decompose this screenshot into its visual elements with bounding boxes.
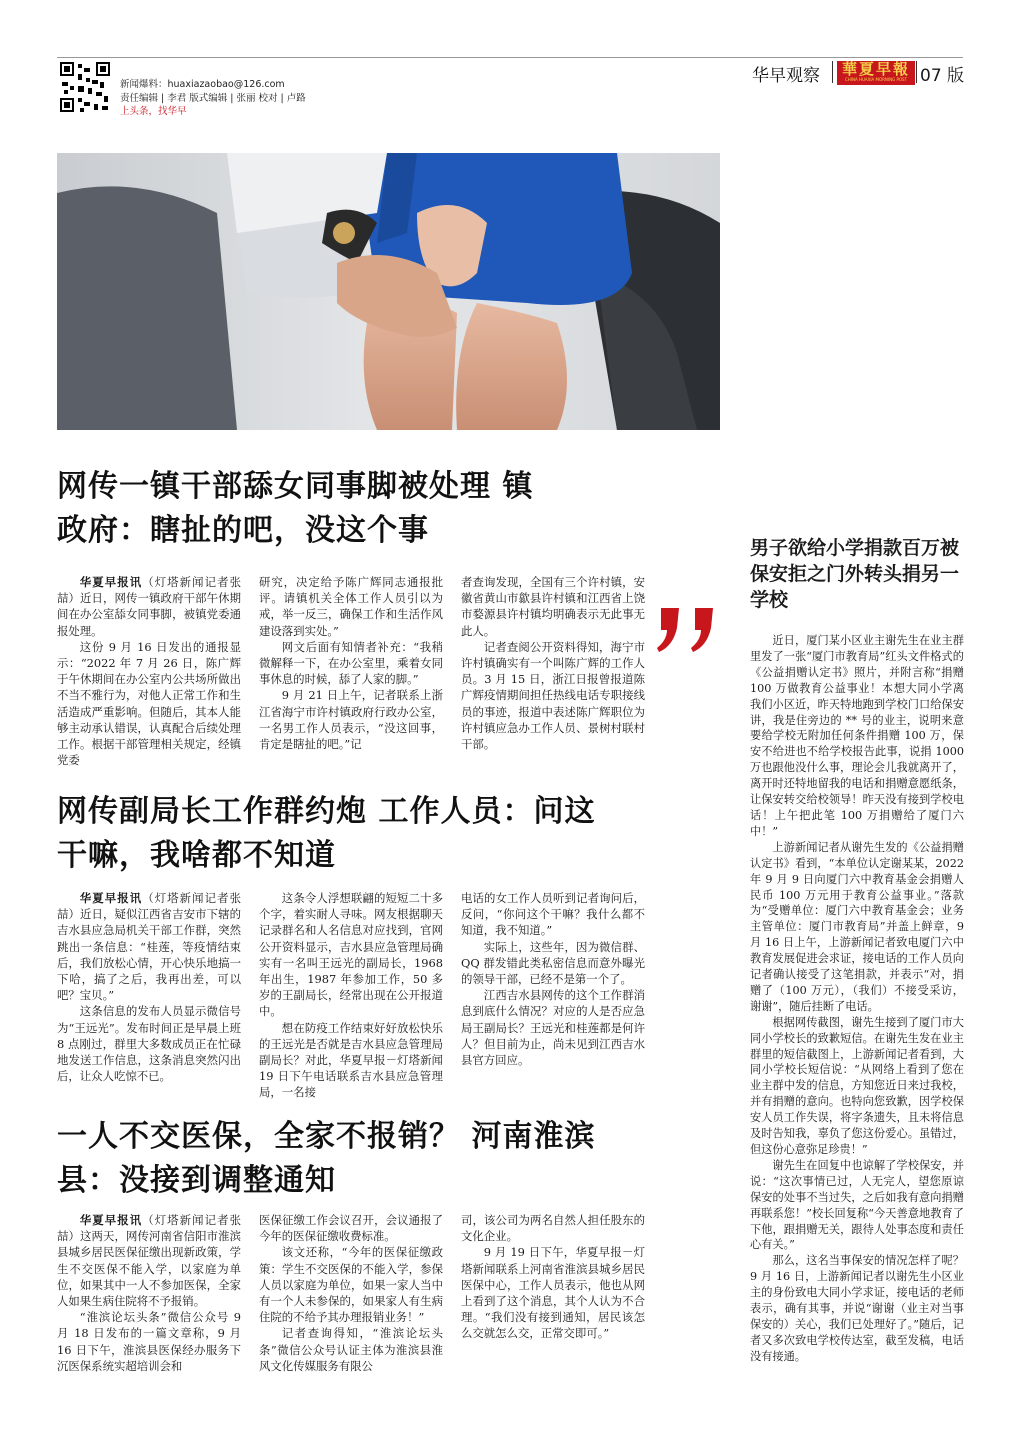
article3-headline xyxy=(57,1115,717,1203)
body-paragraph: 谢先生在回复中也谅解了学校保安，并说：“这次事情已过，人无完人，望您原谅保安的处事不当过失，之后如我有意向捐赠再联系您！”校长回复称“今天善意地教育了下他，跟捐赠无关，跟待人处事态度和责任心有关。” xyxy=(750,1158,964,1252)
body-paragraph: 江西吉水县网传的这个工作群消息到底什么情况？对应的人是否应急局王副局长？王远光和桂莲都是何许人？但目前为止，尚未见到江西吉水县官方回应。 xyxy=(461,988,645,1068)
body-paragraph: 者查询发现，全国有三个许村镇，安徽省黄山市歙县许村镇和江西省上饶市婺源县许村镇均明确表示无此事无此人。 xyxy=(461,575,645,638)
masthead-logo xyxy=(837,61,915,85)
header-rule xyxy=(57,57,963,58)
lead-tag: 华夏早报讯 xyxy=(79,1213,143,1227)
article3-column-2 xyxy=(259,1212,443,1374)
hand-on-knee-photo xyxy=(57,153,720,430)
body-paragraph: 实际上，这些年，因为微信群、QQ 群发错此类私密信息而意外曝光的领导干部，已经不是第一个了。 xyxy=(461,939,645,987)
sidebar-column xyxy=(750,633,964,1365)
header-divider xyxy=(832,61,833,83)
quote-mark-icon xyxy=(655,606,725,654)
body-text: （灯塔新闻记者张喆）近日，疑似江西省吉安市下辖的吉水县应急局机关干部工作群，突然跳出一条信息：“桂莲，等疫情结束后，我们放松心情，开心快乐地搞一下哈，搞了之后，我再出差，可以吧？宝贝。” xyxy=(57,891,241,1003)
body-paragraph: 想在防疫工作结束好好放松快乐的王远光是否就是吉水县应急管理局副局长？对此，华夏早报－灯塔新闻 19 日下午电话联系吉水县应急管理局，一名接 xyxy=(259,1020,443,1100)
slogan: 上头条，找华早 xyxy=(120,106,187,117)
article1-column-2 xyxy=(259,574,443,752)
lead-tag: 华夏早报讯 xyxy=(79,575,143,589)
body-paragraph: 该文还称，“今年的医保征缴政策：学生不交医保的不能入学，参保人员以家庭为单位，如果一家人当中有一个人未参保的，如果家人有生病住院的不给予其办理报销业务！” xyxy=(259,1245,443,1325)
body-paragraph: 9 月 19 日下午，华夏早报－灯塔新闻联系上河南省淮滨县城乡居民医保中心，工作人员表示，他也从网上看到了这个消息，其个人认为不合理。“我们没有接到通知，居民该怎么交就怎么交，正常交即可。” xyxy=(461,1245,645,1341)
article1-headline xyxy=(57,465,697,553)
article1-column-3 xyxy=(461,574,645,752)
tip-line: 新闻爆料：huaxiazaobao@126.com xyxy=(120,79,285,90)
article2-headline xyxy=(57,790,717,878)
page-number: 07 版 xyxy=(920,66,965,86)
article2-column-3 xyxy=(461,890,645,1068)
header-meta xyxy=(120,78,306,119)
body-paragraph: 电话的女工作人员听到记者询问后，反问，“你问这个干嘛？我什么都不知道，我不知道。” xyxy=(461,891,645,938)
body-paragraph: 研究，决定给予陈广辉同志通报批评。请镇机关全体工作人员引以为戒，举一反三，确保工作和生活作风建设落到实处。” xyxy=(259,575,443,638)
lead-tag: 华夏早报讯 xyxy=(79,891,143,905)
headline-line: 干嘛，我啥都不知道 xyxy=(57,838,336,873)
body-paragraph: “淮滨论坛头条”微信公众号 9 月 18 日发布的一篇文章称，9 月 16 日下午，淮滨县医保经办服务下沉医保系统实超培训会和 xyxy=(57,1310,241,1373)
body-paragraph: 司，该公司为两名自然人担任股东的文化企业。 xyxy=(461,1213,645,1244)
article3-column-3 xyxy=(461,1212,645,1342)
body-paragraph: 这份 9 月 16 日发出的通报显示：“2022 年 7 月 26 日，陈广辉于午休期间在办公室内公共场所做出不当不雅行为，对他人正常工作和生活造成严重影响。但随后，其本人能够主动承认错误，认真配合后续处理工作。根据干部管理相关规定，经镇党委 xyxy=(57,639,241,768)
article2-column-1 xyxy=(57,890,241,1084)
headline-line: 网传副局长工作群约炮 工作人员：问这 xyxy=(57,794,596,829)
body-paragraph: 那么，这名当事保安的情况怎样了呢？9 月 16 日，上游新闻记者以谢先生小区业主的身份致电大同小学求证，接电话的老师表示，确有其事，并说“谢谢（业主对当事保安的）关心，我们已处理好了。”随后，记者又多次致电学校传达室，截至发稿，电话没有接通。 xyxy=(750,1254,964,1363)
body-paragraph: 记者查阅公开资料得知，海宁市许村镇确实有一个叫陈广辉的工作人员。3 月 15 日，浙江日报曾报道陈广辉疫情期间担任热线电话专职接线员的事迹，报道中表述陈广辉职位为许村镇应急办工作人员、景树村联村干部。 xyxy=(461,639,645,752)
article2-column-2 xyxy=(259,890,443,1101)
headline-line: 一人不交医保，全家不报销？ 河南淮滨 xyxy=(57,1119,596,1154)
article3-column-1 xyxy=(57,1212,241,1374)
body-text: （灯塔新闻记者张喆）近日，网传一镇政府干部午休期间在办公室舔女同事脚，被镇党委通报处理。 xyxy=(57,575,241,638)
header-divider xyxy=(916,61,917,83)
body-text: （灯塔新闻记者张喆）这两天，网传河南省信阳市淮滨县城乡居民医保征缴出现新政策，学生不交医保不能入学，以家庭为单位，如果其中一人不参加医保，全家人如果生病住院将不予报销。 xyxy=(57,1213,241,1309)
body-paragraph: 这条令人浮想联翩的短短二十多个字，着实耐人寻味。网友根据聊天记录群名和人名信息对应找到，官网公开资料显示，吉水县应急管理局确实有一名叫王远光的副局长，1968 年出生，1987 年参加工作，50 多岁的王副局长，经常出现在公开报道中。 xyxy=(259,891,443,1019)
article1-column-1 xyxy=(57,574,241,768)
editors-line: 责任编辑 | 李君 版式编辑 | 张丽 校对 | 卢路 xyxy=(120,92,306,104)
body-paragraph: 这条信息的发布人员显示微信号为“王远光”。发布时间正是早晨上班 8 点刚过，群里大多数成员正在忙碌地发送工作信息，这条消息突然闪出后，让众人吃惊不已。 xyxy=(57,1004,241,1084)
sidebar-headline: 男子欲给小学捐款百万被保安拒之门外转头捐另一学校 xyxy=(750,537,960,611)
body-paragraph: 记者查询得知，“淮滨论坛头条”微信公众号认证主体为淮滨县淮风文化传媒服务有限公 xyxy=(259,1326,443,1373)
body-paragraph: 根据网传截图，谢先生接到了厦门市大同小学校长的致歉短信。在谢先生发在业主群里的短信截图上，上游新闻记者看到，大同小学校长短信说：“从网络上看到了您在业主群中发的信息，方知您近日来过我校，并有捐赠的意向。也特向您致歉，因学校保安人员工作失误，将字条遗失，且未将信息及时告知我，辜负了您这份爱心。虽错过，但这份心意弥足珍贵！” xyxy=(750,1015,964,1156)
headline-line: 县：没接到调整通知 xyxy=(57,1163,336,1198)
masthead-subtitle: CHINA HUAXIA MORNING POST xyxy=(844,77,908,82)
body-paragraph: 9 月 21 日上午，记者联系上浙江省海宁市许村镇政府行政办公室，一名男工作人员表示，“没这回事，肯定是瞎扯的吧。”记 xyxy=(259,688,443,752)
masthead-title: 華夏早報 xyxy=(841,60,910,78)
headline-line: 网传一镇干部舔女同事脚被处理 镇 xyxy=(57,469,534,504)
body-paragraph: 上游新闻记者从谢先生发的《公益捐赠认定书》看到，“本单位认定谢某某，2022 年 9 月 9 日向厦门六中教育基金会捐赠人民币 100 万元用于教育公益事业。”落款为“受赠单位：厦门六中教育基金会；业务主管单位：厦门市教育局”并盖上鲜章，9 月 16 日上午，上游新闻记者致电厦门六中教育发展促进会求证，接电话的工作人员向记者确认接受了这笔捐款，并表示“对，捐赠了（100 万元），（我们）不接受采访，谢谢”，随后挂断了电话。 xyxy=(750,840,964,1013)
headline-line: 政府：瞎扯的吧，没这个事 xyxy=(57,513,429,548)
section-name: 华早观察 xyxy=(752,66,820,86)
body-paragraph: 网文后面有知情者补充：“我稍微解释一下，在办公室里，乘着女同事休息的时候，舔了人家的脚。” xyxy=(259,639,443,687)
qr-code-icon xyxy=(60,62,110,112)
body-paragraph: 近日，厦门某小区业主谢先生在业主群里发了一张“厦门市教育局”红头文件格式的《公益捐赠认定书》照片，并附言称“捐赠 100 万做教育公益事业！本想大同小学离我们小区近，昨天特地跑到学校门口给保安讲，我是住旁边的 ** 号的业主，说明来意要给学校无附加任何条件捐赠 100 万，保安不给进也不给学校报告此事，说捐 1000 万也跟他没什么事，理论会儿我就离开了，离开时还特地留我的电话和捐赠意愿纸条，让保安转交给校领导！昨天没有接到学校电话！上午把此笔 100 万捐赠给了厦门六中！” xyxy=(750,634,964,838)
body-paragraph: 医保征缴工作会议召开，会议通报了今年的医保征缴收费标准。 xyxy=(259,1213,443,1244)
